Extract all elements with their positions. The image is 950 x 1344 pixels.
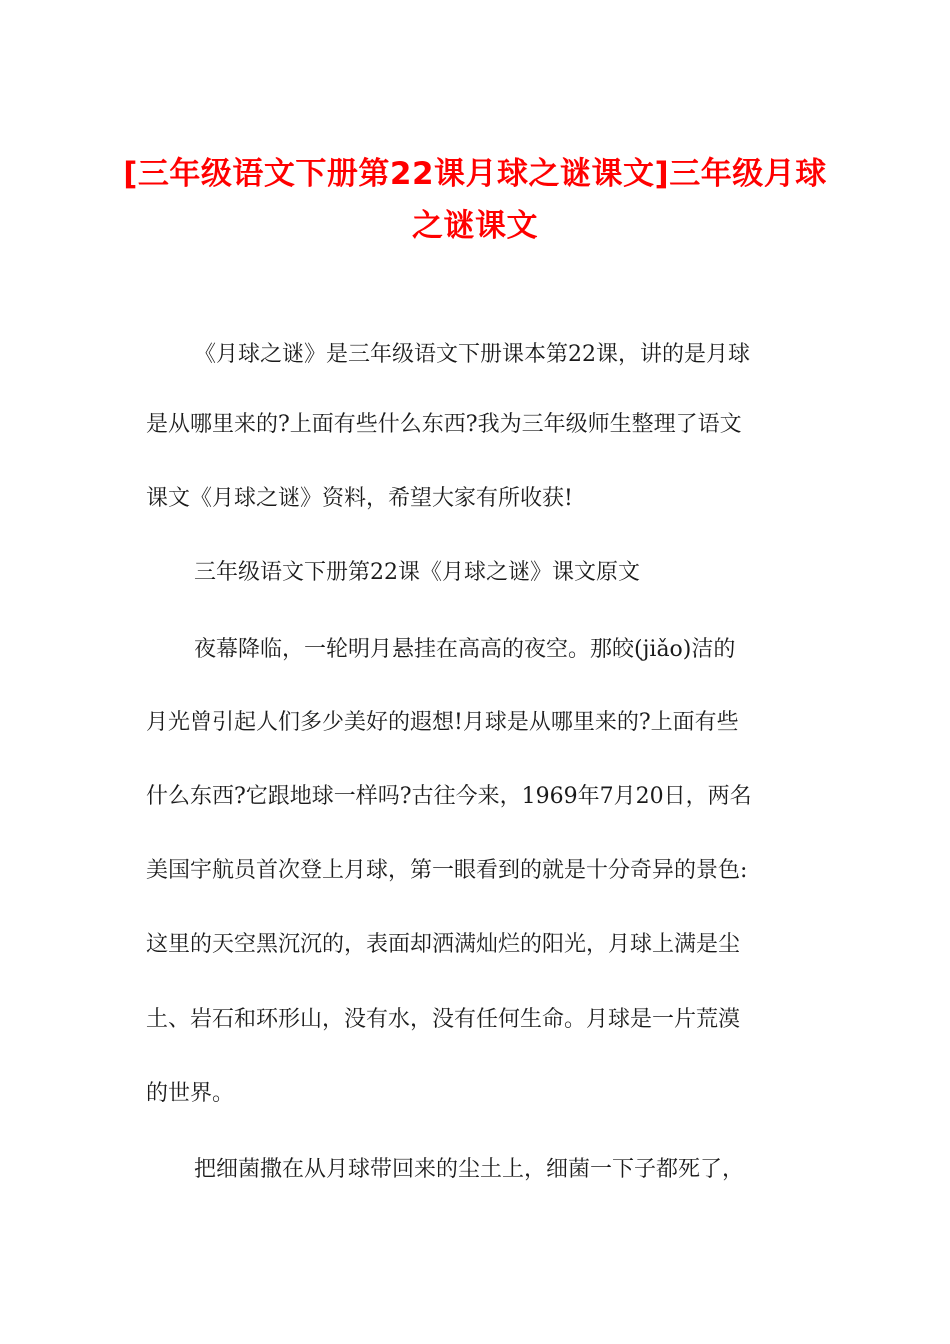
paragraph-line: 的世界。 [146, 1081, 235, 1106]
section-heading-line: 三年级语文下册第22课《月球之谜》课文原文 [194, 560, 640, 585]
paragraph-line: 课文《月球之谜》资料，希望大家有所收获! [146, 486, 573, 511]
paragraph-line: 美国宇航员首次登上月球，第一眼看到的就是十分奇异的景色: [146, 858, 748, 883]
paragraph-line: 夜幕降临，一轮明月悬挂在高高的夜空。那皎(jiǎo)洁的 [194, 637, 736, 662]
paragraph-line: 月光曾引起人们多少美好的遐想!月球是从哪里来的?上面有些 [146, 710, 739, 735]
paragraph-line: 把细菌撒在从月球带回来的尘土上，细菌一下子都死了， [194, 1157, 745, 1182]
paragraph-line: 这里的天空黑沉沉的，表面却洒满灿烂的阳光，月球上满是尘 [146, 932, 741, 957]
paragraph-line: 土、岩石和环形山，没有水，没有任何生命。月球是一片荒漠 [146, 1007, 741, 1032]
paragraph-line: 是从哪里来的?上面有些什么东西?我为三年级师生整理了语文 [146, 412, 742, 437]
paragraph-line: 《月球之谜》是三年级语文下册课本第22课，讲的是月球 [194, 342, 750, 367]
paragraph-line: 什么东西?它跟地球一样吗?古往今来，1969年7月20日，两名 [146, 784, 752, 809]
document-title: [三年级语文下册第22课月球之谜课文]三年级月球之谜课文 [123, 156, 827, 244]
